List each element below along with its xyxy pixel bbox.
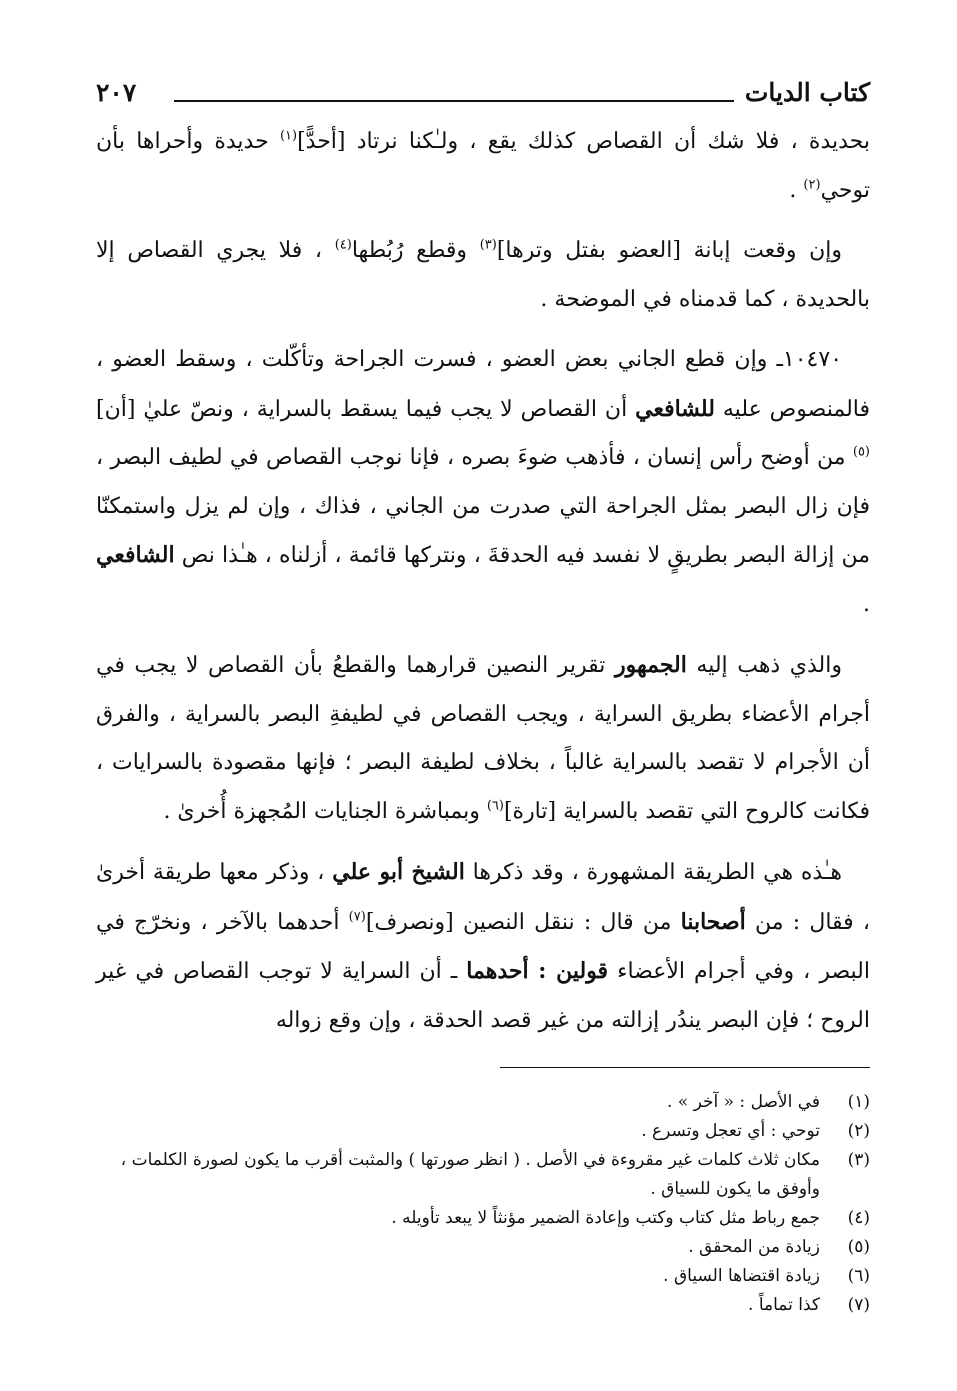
footnote-text: زيادة اقتضاها السياق . <box>663 1266 820 1286</box>
footnote <box>96 1204 870 1233</box>
footnote-text: توحي : أي تعجل وتسرع . <box>641 1121 820 1141</box>
footnote-number: (٧) <box>847 1295 870 1315</box>
emphasized-name: الشافعي <box>96 542 175 568</box>
footnote <box>96 1088 870 1117</box>
text-run: بحديدة ، فلا شك أن القصاص كذلك يقع ، ولـٰكنا نرتاد [أحدًّ] <box>297 129 870 154</box>
book-title: كتاب الديات <box>744 78 870 107</box>
text-run: . <box>789 177 804 203</box>
text-run: والذي ذهب إليه <box>686 653 842 678</box>
book-page <box>96 70 870 1320</box>
footnote-ref: (١) <box>279 128 298 144</box>
footnote <box>96 1291 870 1320</box>
emphasized-name: قولين : أحدهما <box>466 958 609 984</box>
emphasized-name: للشافعي <box>635 395 715 422</box>
text-run: أن القصاص لا يجب فيما يسقط بالسراية ، ونصّ عليٰ [أن] <box>96 396 636 422</box>
footnote-ref: (٤) <box>334 237 352 253</box>
footnote-number: (١) <box>847 1092 870 1112</box>
text-run: أحدهما بالآخر ، ونخرّج في البصر ، وفي أجرام الأعضاء <box>96 909 870 984</box>
footnote-ref: (٦) <box>486 798 504 814</box>
text-run: . <box>863 591 870 617</box>
footnote <box>96 1262 870 1291</box>
footnote-text: جمع رباط مثل كتاب وكتب وإعادة الضمير مؤنثاً لا يبعد تأويله . <box>391 1208 820 1228</box>
text-run: وقطع رُبُطها <box>351 238 480 263</box>
footnote-number: (٢) <box>847 1121 870 1141</box>
paragraph <box>96 227 870 324</box>
footnote-text: كذا تماماً . <box>748 1295 820 1315</box>
text-run: ، فلا يجري القصاص إلا بالحديدة ، كما قدمناه في الموضحة . <box>96 238 870 312</box>
page-number: ٢٠٧ <box>96 78 137 107</box>
running-header <box>96 70 870 118</box>
footnote-number: (٥) <box>847 1237 870 1257</box>
footnote-ref: (٧) <box>348 909 366 925</box>
emphasized-name: الجمهور <box>614 652 687 678</box>
footnote-number: (٦) <box>847 1266 870 1286</box>
header-rule <box>174 100 734 102</box>
footnote-text: في الأصل : « آخر » . <box>667 1092 820 1112</box>
text-run: هـٰذه هي الطريقة المشهورة ، وقد ذكرها <box>464 860 842 885</box>
text-run: حديدة وأحراها بأن توحي <box>96 129 870 203</box>
footnote-number: (٤) <box>847 1208 870 1228</box>
paragraph <box>96 118 870 215</box>
footnote <box>96 1233 870 1262</box>
footnotes <box>96 1088 870 1320</box>
text-run: ، وذكر معها طريقة أخرىٰ ، فقال : من <box>96 860 870 935</box>
text-run: ١٠٤٧٠ـ وإن قطع الجاني بعض العضو ، فسرت الجراحة وتأكّلت ، وسقط العضو ، فالمنصوص عليه <box>96 347 870 422</box>
text-run: تقرير النصين قرارهما والقطعُ بأن القصاص لا يجب في أجرام الأعضاء بطريق السراية ، ويجب القصاص في لطيفةِ البصر بالسراية ، والفرق أن الأجرام لا تقصد بالسراية غالباً ، بخلاف لطيفة البصر ؛ فإنها مقصودة بالسرايات ، فكانت كالروح التي تقصد بالسراية [تارة] <box>96 653 870 824</box>
footnote-ref: (٥) <box>852 444 870 460</box>
text-run: من قال : ننقل النصين [ونصرف] <box>365 909 681 935</box>
paragraph <box>96 848 870 1045</box>
paragraph <box>96 336 870 629</box>
footnote-ref: (٢) <box>803 177 821 193</box>
text-run: من أوضح رأس إنسان ، فأذهب ضوءَ بصره ، فإنا نوجب القصاص في لطيف البصر ، فإن زال البصر بمثل الجراحة التي صدرت من الجاني ، فذاك ، وإن لم يزل واستمكنّا من إزالة البصر بطريقٍ لا نفسد فيه الحدقةَ ، ونتركها قائمة ، أزلناه ، هـٰذا نص <box>96 445 870 568</box>
footnote-number: (٣) <box>847 1150 870 1170</box>
text-run: وإن وقعت إبانة [العضو بفتل وترها] <box>496 238 843 263</box>
emphasized-name: أصحابنا <box>680 908 746 935</box>
footnote-ref: (٣) <box>479 237 497 253</box>
footnote-text: مكان ثلاث كلمات غير مقروءة في الأصل . ( انظر صورتها ) والمثبت أقرب ما يكون لصورة الكلمات ، وأوفق ما يكون للسياق . <box>120 1150 820 1199</box>
emphasized-name: الشيخ أبو علي <box>332 859 465 885</box>
footnote <box>96 1146 870 1204</box>
paragraph <box>96 641 870 836</box>
main-text <box>96 118 870 1045</box>
text-run: وبمباشرة الجنايات المُجهزة أُخرىٰ . <box>163 798 487 824</box>
footnote-text: زيادة من المحقق . <box>688 1237 820 1257</box>
footnote-separator <box>500 1067 870 1068</box>
footnote <box>96 1117 870 1146</box>
text-run: ـ أن السراية لا توجب القصاص في غير الروح ؛ فإن البصر يندُر إزالته من غير قصد الحدقة ، وإن وقع زواله <box>96 959 870 1033</box>
